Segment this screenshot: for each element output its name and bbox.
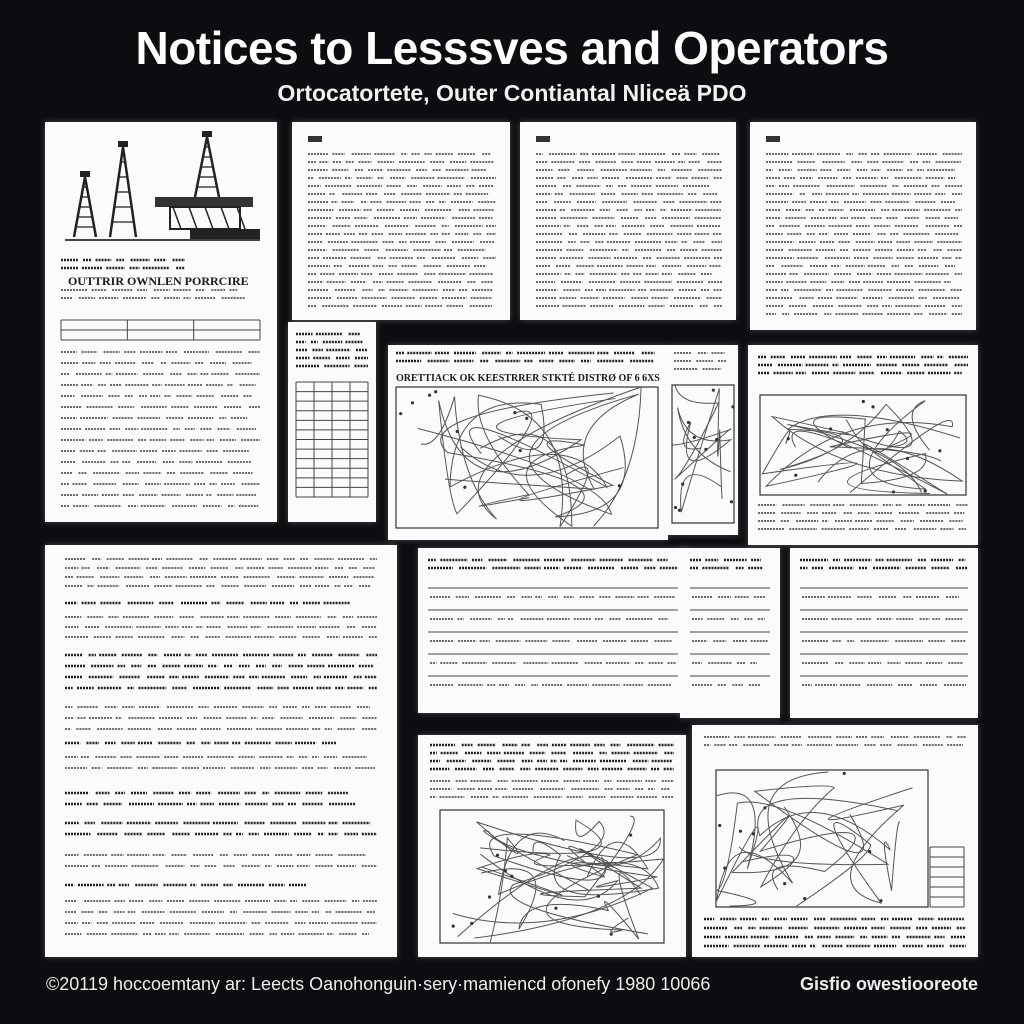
page-content-graphic — [790, 548, 978, 718]
page-content-graphic — [520, 122, 736, 320]
document-page-text — [750, 122, 976, 330]
footer-right-text: Gisfio owestiooreote — [799, 974, 978, 994]
page-content-graphic — [748, 345, 978, 545]
page-content-graphic — [680, 548, 780, 718]
page-content-graphic — [418, 735, 686, 957]
document-page-map — [668, 345, 738, 535]
document-page-form — [680, 548, 780, 718]
document-heading: OUTTRIR OWNLEN PORRCIRE — [68, 274, 249, 288]
document-page-rig-illustration — [45, 122, 277, 522]
document-page-form — [418, 548, 688, 713]
document-page-table — [288, 322, 376, 522]
page-content-graphic — [750, 122, 976, 330]
page-content-graphic — [292, 122, 510, 320]
page-content-graphic — [692, 725, 978, 957]
page-content-graphic — [418, 548, 688, 713]
document-page-text — [292, 122, 510, 320]
page-title: Notices to Lesssves and Operators — [135, 22, 889, 74]
page-content-graphic — [45, 122, 277, 522]
document-page-map — [692, 725, 978, 957]
page-subtitle: Ortocatortete, Outer Contiantal Nliceä PDO — [277, 80, 747, 106]
document-page-form — [790, 548, 978, 718]
page-content-graphic — [288, 322, 376, 522]
page-content-graphic — [45, 545, 397, 957]
document-page-notice-text — [45, 545, 397, 957]
document-heading: ORETTIACK OK KEESTRRER STKTÉ DISTRØ OF 6 6XS — [396, 373, 660, 384]
document-page-text — [520, 122, 736, 320]
copyright-footer: ©20119 hoccoemtany ar: Leects Oanohonguin·sery·mamiencd ofonefy 1980 10066 — [46, 974, 711, 994]
document-page-map — [748, 345, 978, 545]
document-page-map — [418, 735, 686, 957]
page-content-graphic — [668, 345, 738, 535]
